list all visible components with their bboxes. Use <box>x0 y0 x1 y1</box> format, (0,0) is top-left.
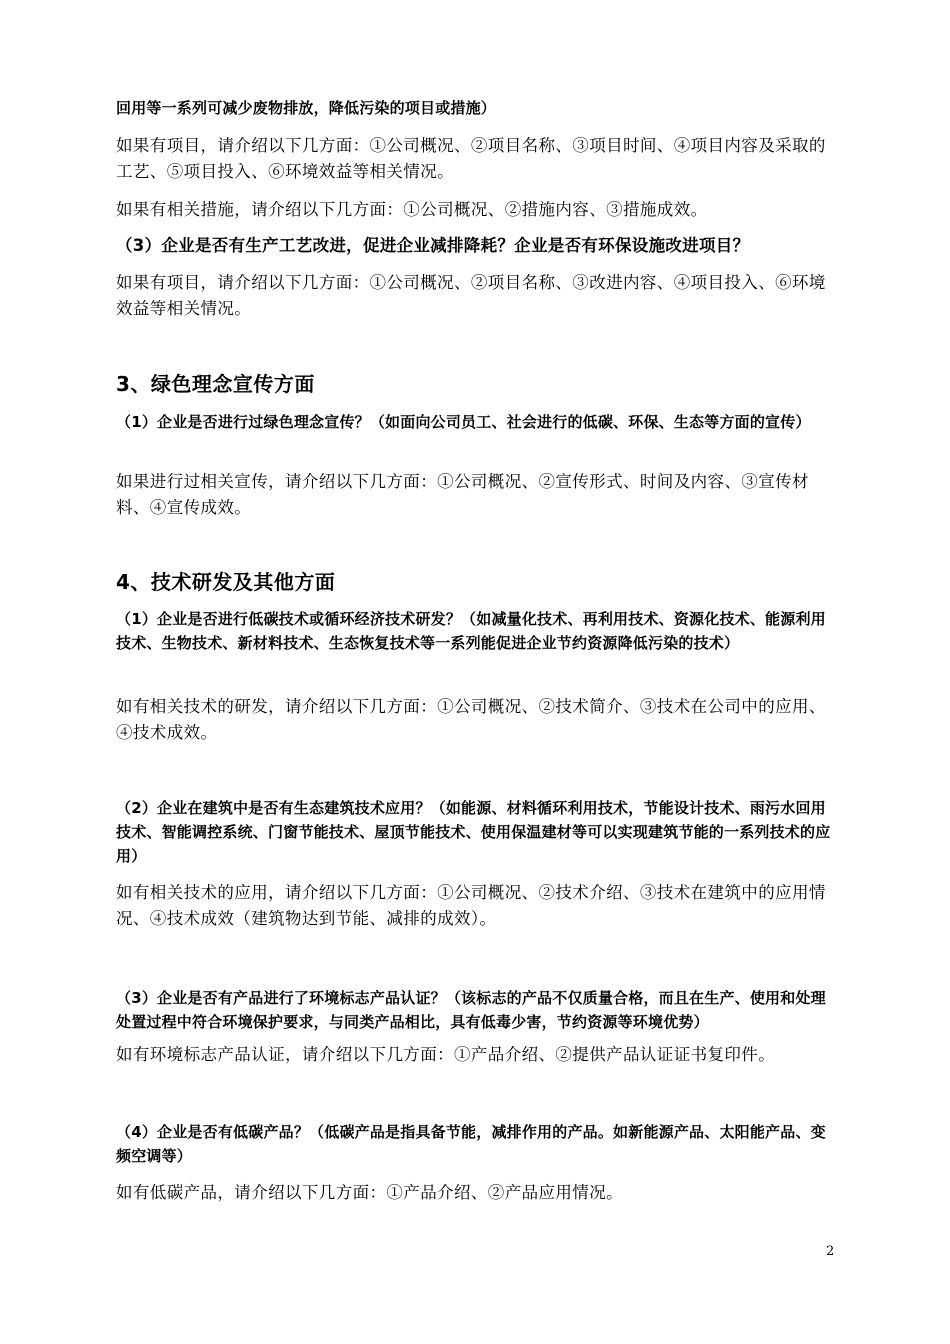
paragraph-building-tech-intro: 如有相关技术的应用，请介绍以下几方面：①公司概况、②技术介绍、③技术在建筑中的应用情况、④技术成效（建筑物达到节能、减排的成效）。 <box>116 883 826 928</box>
paragraph-item-2-continued: 回用等一系列可减少废物排放，降低污染的项目或措施） <box>116 99 497 117</box>
question-4-4: （4）企业是否有低碳产品？（低碳产品是指具备节能，减排作用的产品。如新能源产品、太阳能产品、变频空调等） <box>116 1123 826 1165</box>
paragraph-project-intro: 如果有项目，请介绍以下几方面：①公司概况、②项目名称、③项目时间、④项目内容及采取的工艺、⑤项目投入、⑥环境效益等相关情况。 <box>116 136 826 181</box>
paragraph-eco-label-intro: 如有环境标志产品认证，请介绍以下几方面：①产品介绍、②提供产品认证证书复印件。 <box>116 1045 776 1064</box>
paragraph-publicity-intro: 如果进行过相关宣传，请介绍以下几方面：①公司概况、②宣传形式、时间及内容、③宣传材料、④宣传成效。 <box>116 472 809 517</box>
question-4-3: （3）企业是否有产品进行了环境标志产品认证？（该标志的产品不仅质量合格，而且在生产、使用和处理处置过程中符合环境保护要求，与同类产品相比，具有低毒少害，节约资源等环境优势） <box>116 989 826 1031</box>
paragraph-low-carbon-intro: 如有低碳产品，请介绍以下几方面：①产品介绍、②产品应用情况。 <box>116 1183 623 1202</box>
question-4-1: （1）企业是否进行低碳技术或循环经济技术研发？（如减量化技术、再利用技术、资源化技术、能源利用技术、生物技术、新材料技术、生态恢复技术等一系列能促进企业节约资源降低污染的技术） <box>116 610 826 652</box>
paragraph-improvement-intro: 如果有项目，请介绍以下几方面：①公司概况、②项目名称、③改进内容、④项目投入、⑥环境效益等相关情况。 <box>116 273 826 318</box>
question-4-2: （2）企业在建筑中是否有生态建筑技术应用？（如能源、材料循环利用技术，节能设计技术、雨污水回用技术、智能调控系统、门窗节能技术、屋顶节能技术、使用保温建材等可以实现建筑节能的一系列技术的应用） <box>116 799 831 865</box>
question-2-3: （3）企业是否有生产工艺改进，促进企业减排降耗？企业是否有环保设施改进项目？ <box>116 236 750 255</box>
question-3-1: （1）企业是否进行过绿色理念宣传？（如面向公司员工、社会进行的低碳、环保、生态等方面的宣传） <box>116 413 811 431</box>
paragraph-measures-intro: 如果有相关措施，请介绍以下几方面：①公司概况、②措施内容、③措施成效。 <box>116 200 708 219</box>
section-heading-4: 4、技术研发及其他方面 <box>116 570 336 594</box>
paragraph-rnd-intro: 如有相关技术的研发，请介绍以下几方面：①公司概况、②技术简介、③技术在公司中的应用、④技术成效。 <box>116 697 826 742</box>
section-heading-3: 3、绿色理念宣传方面 <box>116 372 315 396</box>
page-number: 2 <box>826 1244 835 1259</box>
